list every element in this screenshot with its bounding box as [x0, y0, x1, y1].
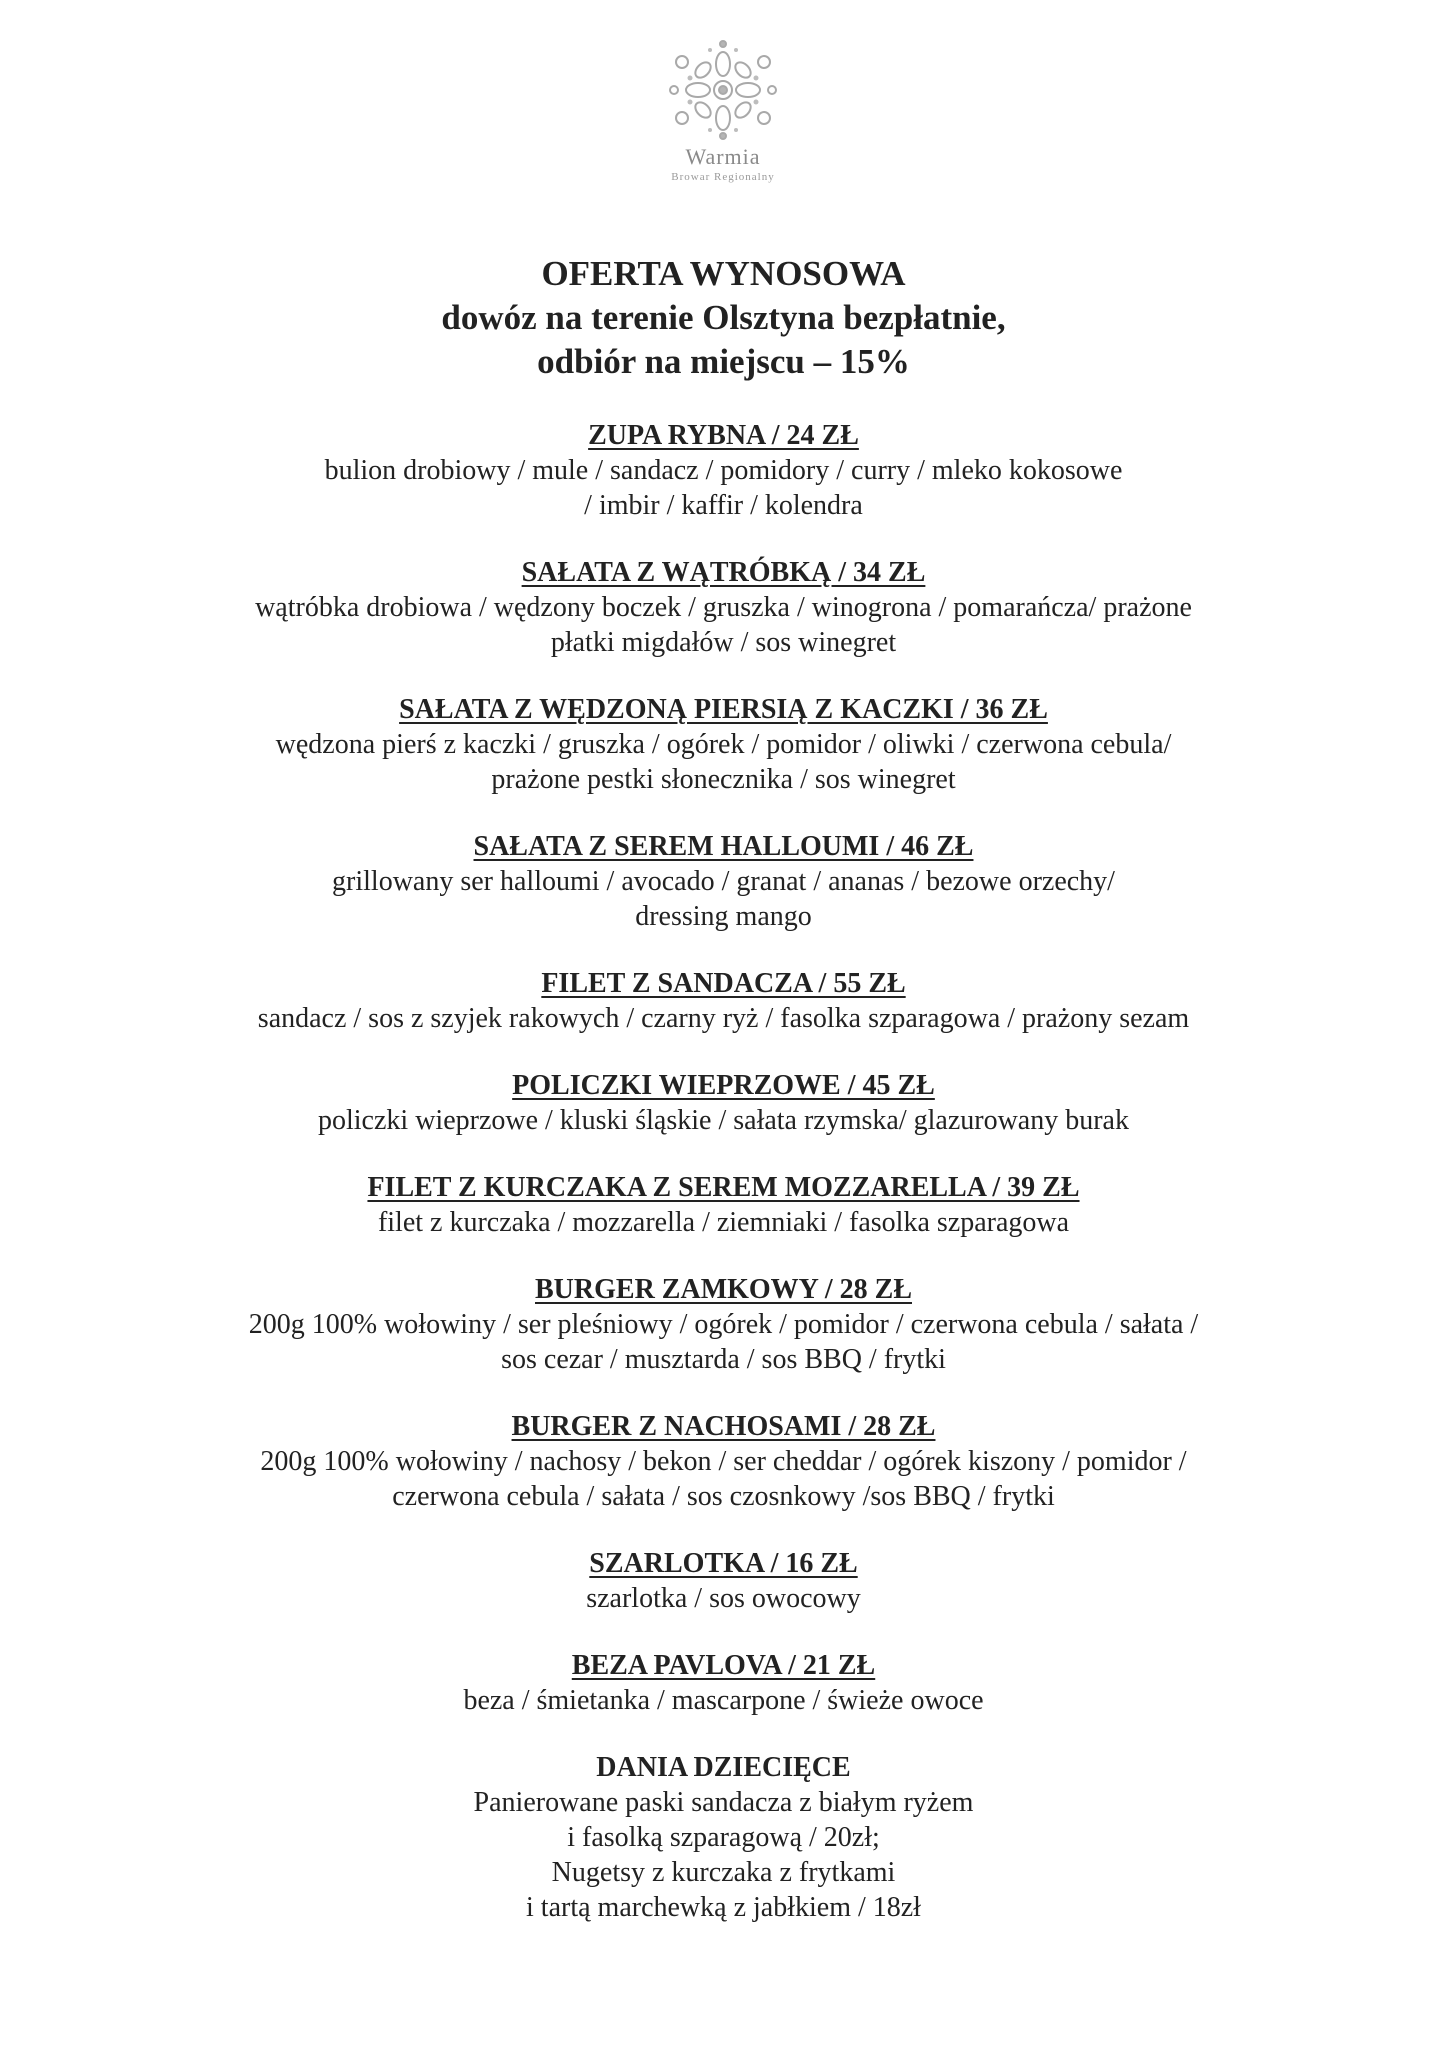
menu-item-title: POLICZKI WIEPRZOWE / 45 ZŁ — [512, 1070, 935, 1101]
menu-item-description: szarlotka / sos owocowy — [586, 1583, 861, 1614]
brand-logo — [623, 40, 823, 183]
menu-item-title: FILET Z KURCZAKA Z SEREM MOZZARELLA / 39 ZŁ — [367, 1172, 1080, 1203]
menu-item — [0, 418, 1447, 523]
menu-item — [0, 692, 1447, 797]
menu-item — [0, 555, 1447, 660]
menu-item-title: SAŁATA Z WĘDZONĄ PIERSIĄ Z KACZKI / 36 ZŁ — [399, 694, 1048, 725]
menu-item-title: SAŁATA Z WĄTRÓBKĄ / 34 ZŁ — [521, 557, 926, 588]
menu-item-description: i fasolką szparagową / 20zł; — [567, 1822, 880, 1853]
menu-item-description: bulion drobiowy / mule / sandacz / pomidory / curry / mleko kokosowe — [324, 455, 1123, 486]
offer-pickup-note: odbiór na miejscu – 15% — [537, 342, 910, 381]
brand-subtitle: Browar Regionalny — [671, 171, 775, 183]
menu-item — [0, 1648, 1447, 1718]
menu-item — [0, 1409, 1447, 1514]
offer-delivery-note: dowóz na terenie Olsztyna bezpłatnie, — [441, 298, 1006, 337]
menu-item-title: DANIA DZIECIĘCE — [596, 1752, 851, 1783]
menu-item — [0, 829, 1447, 934]
menu-item-description: Panierowane paski sandacza z białym ryżem — [473, 1787, 974, 1818]
menu-item-description: filet z kurczaka / mozzarella / ziemniaki / fasolka szparagowa — [377, 1207, 1070, 1238]
brand-name: Warmia — [685, 144, 761, 169]
menu-item-title: SAŁATA Z SEREM HALLOUMI / 46 ZŁ — [473, 831, 974, 862]
menu-item-description: czerwona cebula / sałata / sos czosnkowy /sos BBQ / frytki — [392, 1481, 1055, 1512]
menu-item-description: i tartą marchewką z jabłkiem / 18zł — [526, 1892, 921, 1923]
menu-item-description: wątróbka drobiowa / wędzony boczek / gruszka / winogrona / pomarańcza/ prażone — [255, 592, 1192, 623]
menu-item-title: SZARLOTKA / 16 ZŁ — [589, 1548, 858, 1579]
menu-item-title: BURGER ZAMKOWY / 28 ZŁ — [535, 1274, 912, 1305]
menu-item-description: Nugetsy z kurczaka z frytkami — [551, 1857, 896, 1888]
menu-item — [0, 1068, 1447, 1138]
menu-item — [0, 1750, 1447, 1925]
menu-item-title: ZUPA RYBNA / 24 ZŁ — [588, 420, 859, 451]
menu-item-description: prażone pestki słonecznika / sos winegret — [491, 764, 956, 795]
menu-item-description: sandacz / sos z szyjek rakowych / czarny ryż / fasolka szparagowa / prażony sezam — [257, 1003, 1190, 1034]
menu-item-description: 200g 100% wołowiny / ser pleśniowy / ogórek / pomidor / czerwona cebula / sałata / — [248, 1309, 1199, 1340]
menu-item-title: BEZA PAVLOVA / 21 ZŁ — [571, 1650, 876, 1681]
menu-item-description: 200g 100% wołowiny / nachosy / bekon / ser cheddar / ogórek kiszony / pomidor / — [260, 1446, 1187, 1477]
folk-flower-ornament-icon — [668, 40, 778, 140]
menu-item — [0, 1272, 1447, 1377]
menu-item — [0, 966, 1447, 1036]
menu-item-description: dressing mango — [635, 901, 812, 932]
menu-item-description: grillowany ser halloumi / avocado / granat / ananas / bezowe orzechy/ — [332, 866, 1115, 897]
menu-item-description: wędzona pierś z kaczki / gruszka / ogórek / pomidor / oliwki / czerwona cebula/ — [275, 729, 1172, 760]
menu-item-description: sos cezar / musztarda / sos BBQ / frytki — [501, 1344, 946, 1375]
offer-title: OFERTA WYNOSOWA — [541, 254, 906, 293]
menu-list — [0, 418, 1447, 1957]
menu-item-description: / imbir / kaffir / kolendra — [584, 490, 863, 521]
menu-item-description: policzki wieprzowe / kluski śląskie / sałata rzymska/ glazurowany burak — [318, 1105, 1129, 1136]
menu-item-description: płatki migdałów / sos winegret — [550, 627, 897, 658]
menu-item-title: BURGER Z NACHOSAMI / 28 ZŁ — [511, 1411, 936, 1442]
menu-item-title: FILET Z SANDACZA / 55 ZŁ — [541, 968, 906, 999]
menu-item — [0, 1546, 1447, 1616]
offer-header — [0, 252, 1447, 384]
menu-item-description: beza / śmietanka / mascarpone / świeże owoce — [463, 1685, 984, 1716]
menu-item — [0, 1170, 1447, 1240]
